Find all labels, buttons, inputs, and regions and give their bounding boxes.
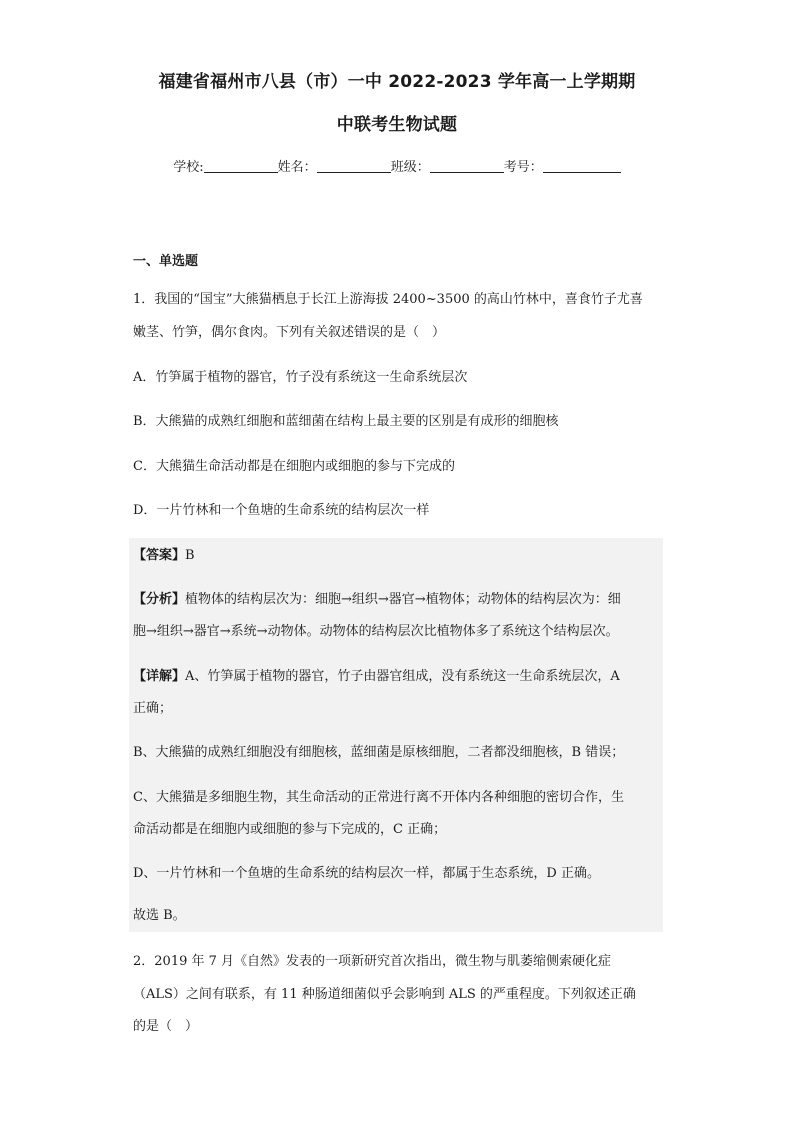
q1-option-d: D．一片竹林和一个鱼塘的生命系统的结构层次一样 — [133, 503, 430, 518]
analysis-line1 — [133, 588, 663, 612]
detail-line3: B、大熊猫的成熟红细胞没有细胞核，蓝细菌是原核细胞，二者都没细胞核，B 错误； — [133, 745, 625, 760]
q1-stem-line2: 嫩茎、竹笋，偶尔食肉。下列有关叙述错误的是（ ） — [133, 325, 446, 340]
detail-text1: A、竹笋属于植物的器官，竹子由器官组成，没有系统这一生命系统层次，A — [185, 669, 620, 684]
q2-stem-line3: 的是（ ） — [133, 1019, 199, 1034]
document-title-line2: 中联考生物试题 — [336, 115, 458, 135]
school-label: 学校: — [173, 160, 204, 175]
detail-line5: 命活动都是在细胞内或细胞的参与下完成的，C 正确； — [133, 822, 447, 837]
analysis-tag: 【分析】 — [133, 592, 186, 607]
document-title-line1: 福建省福州市八县（市）一中 2022-2023 学年高一上学期期 — [158, 72, 636, 92]
exam-no-label: 考号： — [503, 160, 543, 175]
answer-value: B — [185, 548, 195, 563]
class-blank[interactable] — [430, 158, 504, 173]
q2-stem-line1: 2．2019 年 7 月《自然》发表的一项新研究首次指出，微生物与肌萎缩侧索硬化症 — [133, 954, 612, 969]
class-label: 班级： — [390, 160, 430, 175]
q1-stem-line1: 1．我国的“国宝”大熊猫栖息于长江上游海拔 2400~3500 的高山竹林中，喜食竹子尤喜 — [133, 292, 643, 307]
student-info-row — [0, 156, 794, 180]
analysis-line2: 胞→组织→器官→系统→动物体。动物体的结构层次比植物体多了系统这个结构层次。 — [133, 624, 619, 639]
name-label: 姓名： — [277, 160, 317, 175]
exam-no-blank[interactable] — [543, 158, 621, 173]
detail-line1 — [133, 665, 663, 689]
name-blank[interactable] — [317, 158, 391, 173]
q1-option-b: B．大熊猫的成熟红细胞和蓝细菌在结构上最主要的区别是有成形的细胞核 — [133, 414, 559, 429]
detail-line6: D、一片竹林和一个鱼塘的生命系统的结构层次一样，都属于生态系统，D 正确。 — [133, 866, 600, 881]
detail-line4: C、大熊猫是多细胞生物，其生命活动的正常进行离不开体内各种细胞的密切合作，生 — [133, 790, 624, 805]
section-heading: 一、单选题 — [133, 254, 199, 269]
analysis-text1: 植物体的结构层次为：细胞→组织→器官→植物体；动物体的结构层次为：细 — [185, 592, 621, 607]
conclusion-line: 故选 B。 — [133, 908, 186, 923]
school-blank[interactable] — [204, 158, 278, 173]
q1-option-c: C．大熊猫生命活动都是在细胞内或细胞的参与下完成的 — [133, 459, 455, 474]
q1-option-a: A．竹笋属于植物的器官，竹子没有系统这一生命系统层次 — [133, 370, 468, 385]
detail-line2: 正确； — [133, 701, 173, 716]
q2-stem-line2: （ALS）之间有联系，有 11 种肠道细菌似乎会影响到 ALS 的严重程度。下列叙述正确 — [133, 987, 636, 1002]
detail-tag: 【详解】 — [133, 669, 186, 684]
answer-tag: 【答案】 — [133, 548, 186, 563]
answer-line — [133, 544, 663, 568]
